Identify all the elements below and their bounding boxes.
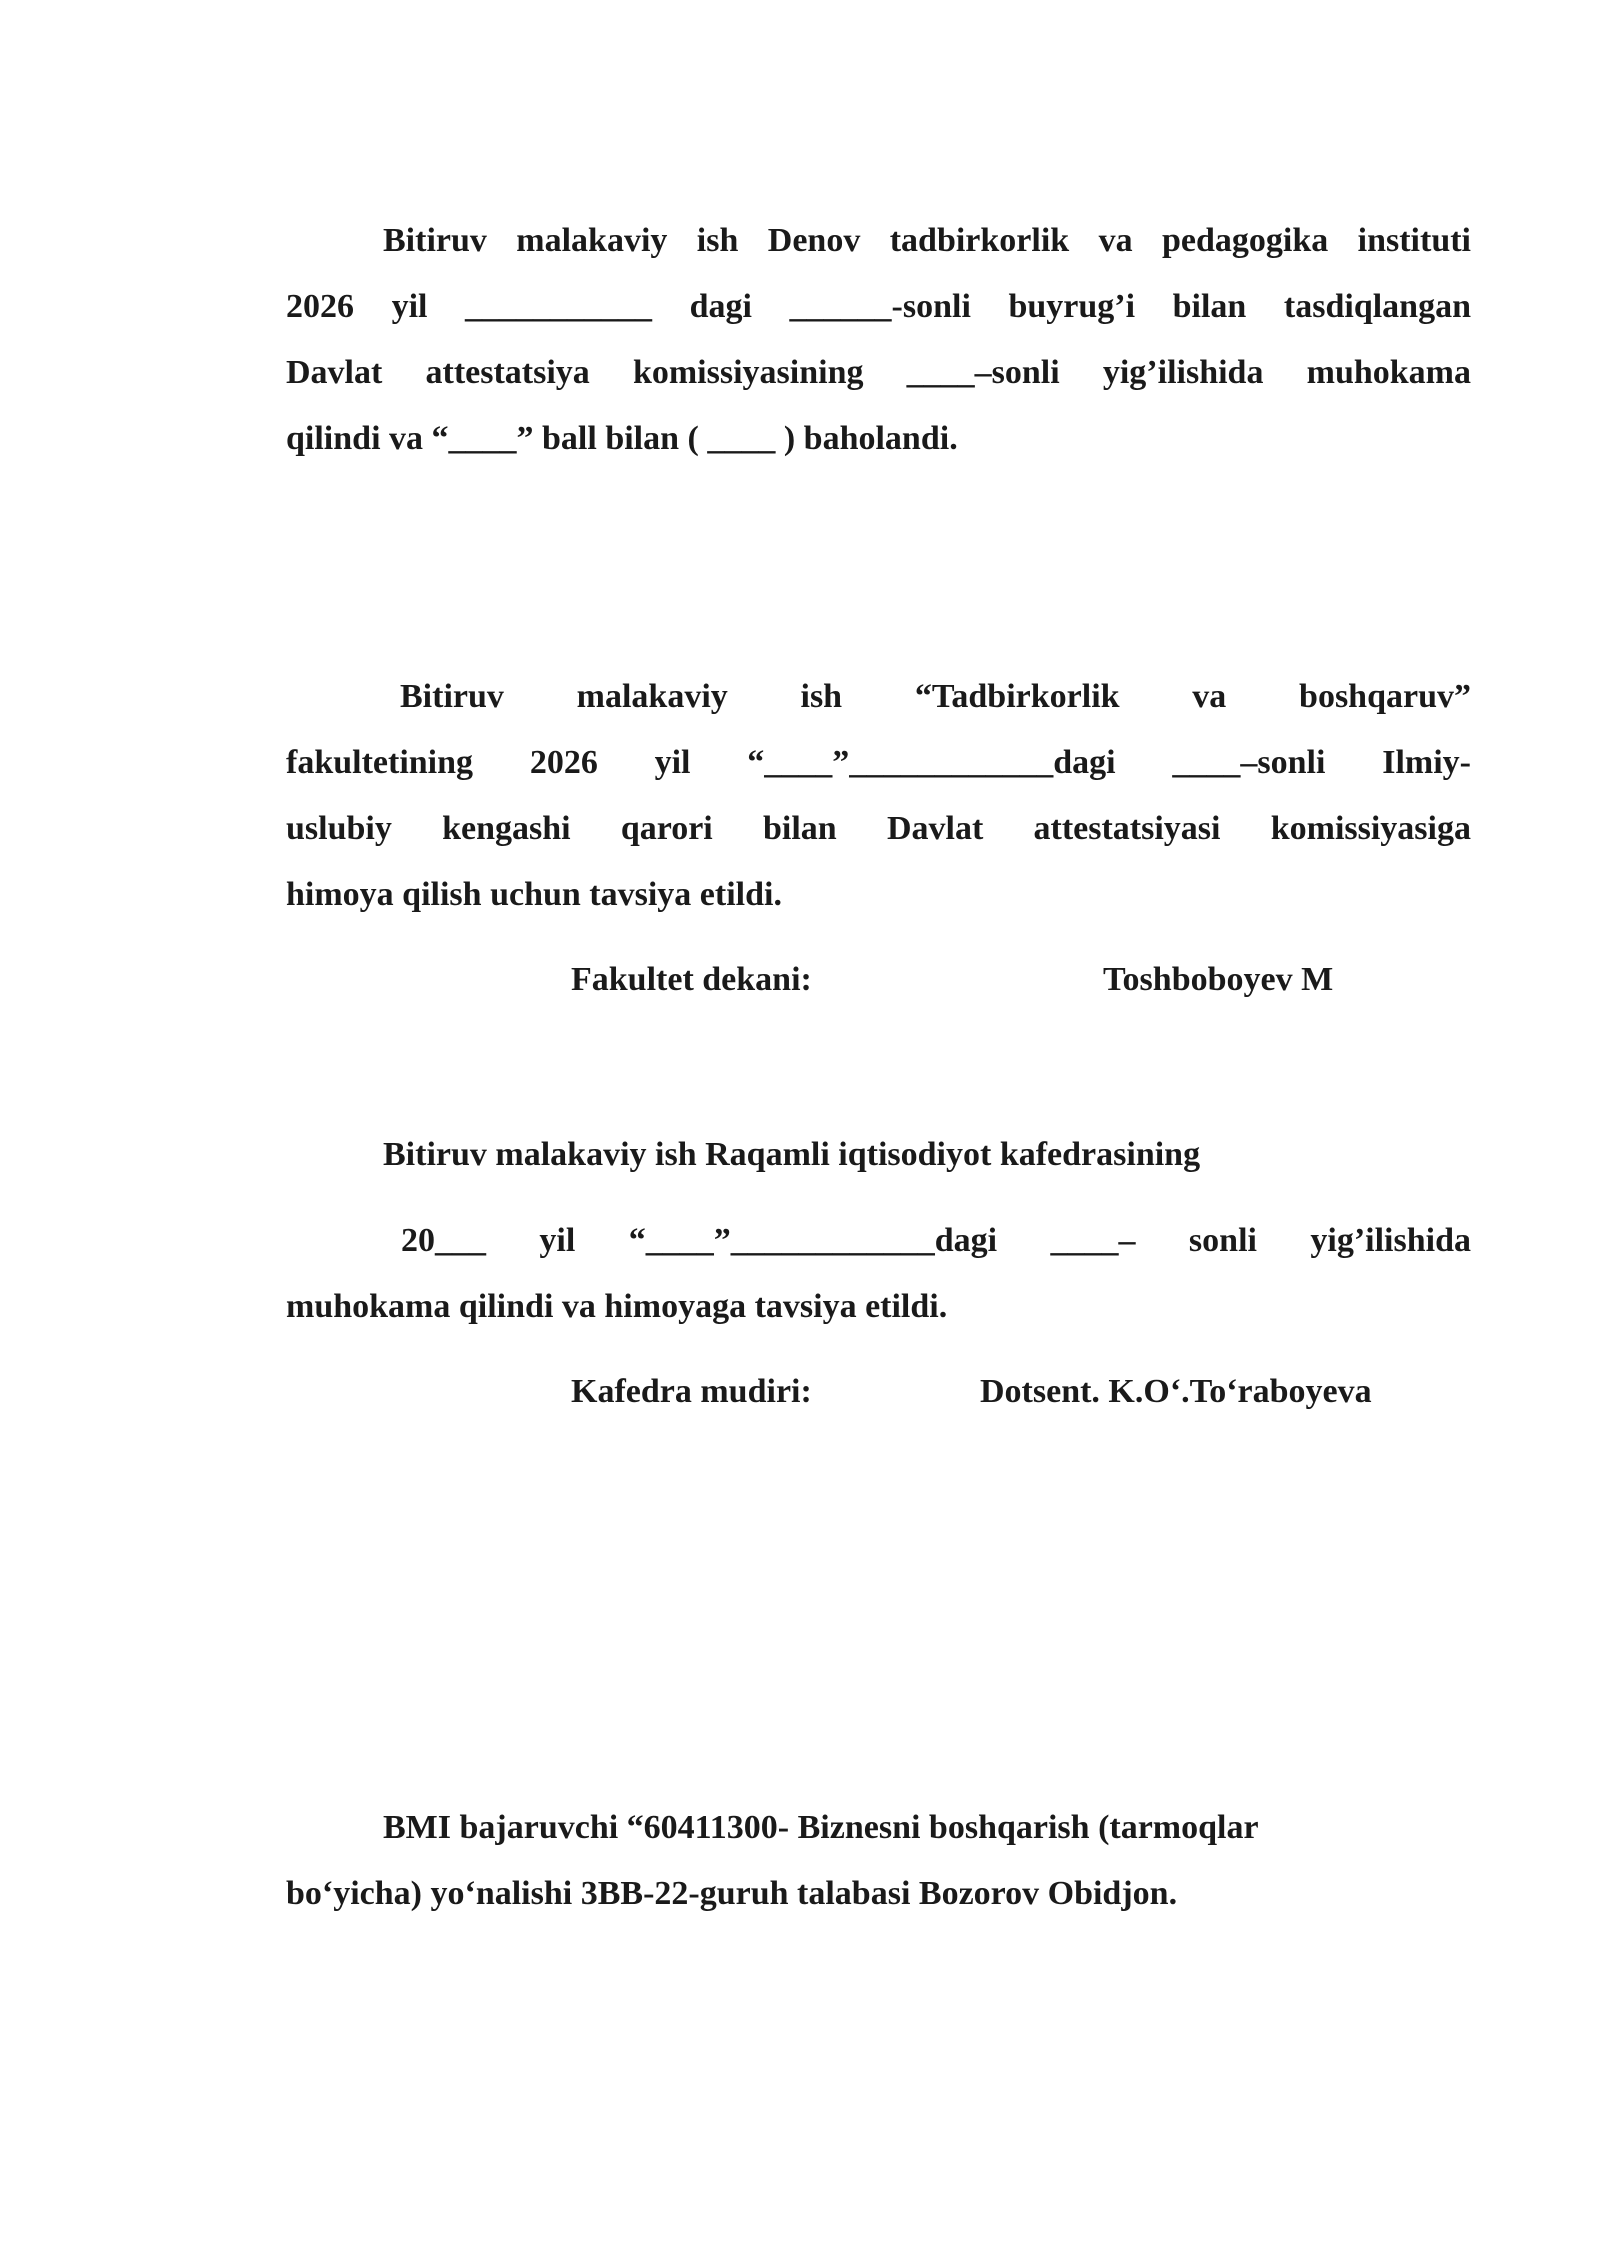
department-line-1: Bitiruv malakaviy ish Raqamli iqtisodiyot kafedrasining	[383, 1136, 1201, 1173]
dean-role-label: Fakultet dekani:	[571, 961, 812, 998]
head-name: Dotsent. K.O‘.To‘raboyeva	[980, 1373, 1372, 1410]
department-paragraph-cont	[286, 1208, 1471, 1340]
head-role-label: Kafedra mudiri:	[571, 1373, 812, 1410]
department-paragraph	[286, 1122, 1471, 1188]
dean-name: Toshboboyev M	[1103, 961, 1334, 998]
approval-paragraph	[286, 208, 1471, 472]
approval-line-2: 2026 yil ___________ dagi ______-sonli buyrug’i bilan tasdiqlangan	[286, 288, 1471, 325]
approval-line-1: Bitiruv malakaviy ish Denov tadbirkorlik va pedagogika instituti	[383, 222, 1471, 259]
department-line-2: 20___ yil “____”____________dagi ____– sonli yig’ilishida	[401, 1222, 1471, 1259]
faculty-line-1: Bitiruv malakaviy ish “Tadbirkorlik va boshqaruv”	[400, 678, 1471, 715]
faculty-line-3: uslubiy kengashi qarori bilan Davlat attestatsiyasi komissiyasiga	[286, 810, 1471, 847]
performer-line-1: BMI bajaruvchi “60411300- Biznesni boshqarish (tarmoqlar	[383, 1809, 1259, 1846]
performer-line-2: bo‘yicha) yo‘nalishi 3BB-22-guruh talabasi Bozorov Obidjon.	[286, 1875, 1178, 1912]
faculty-line-2: fakultetining 2026 yil “____”____________dagi ____–sonli Ilmiy-	[286, 744, 1471, 781]
approval-line-4: qilindi va “____” ball bilan ( ____ ) baholandi.	[286, 420, 958, 457]
department-line-3: muhokama qilindi va himoyaga tavsiya etildi.	[286, 1288, 948, 1325]
faculty-recommendation-paragraph	[286, 664, 1471, 928]
faculty-line-4: himoya qilish uchun tavsiya etildi.	[286, 876, 782, 913]
performer-paragraph	[286, 1795, 1471, 1927]
approval-line-3: Davlat attestatsiya komissiyasining ____–sonli yig’ilishida muhokama	[286, 354, 1471, 391]
